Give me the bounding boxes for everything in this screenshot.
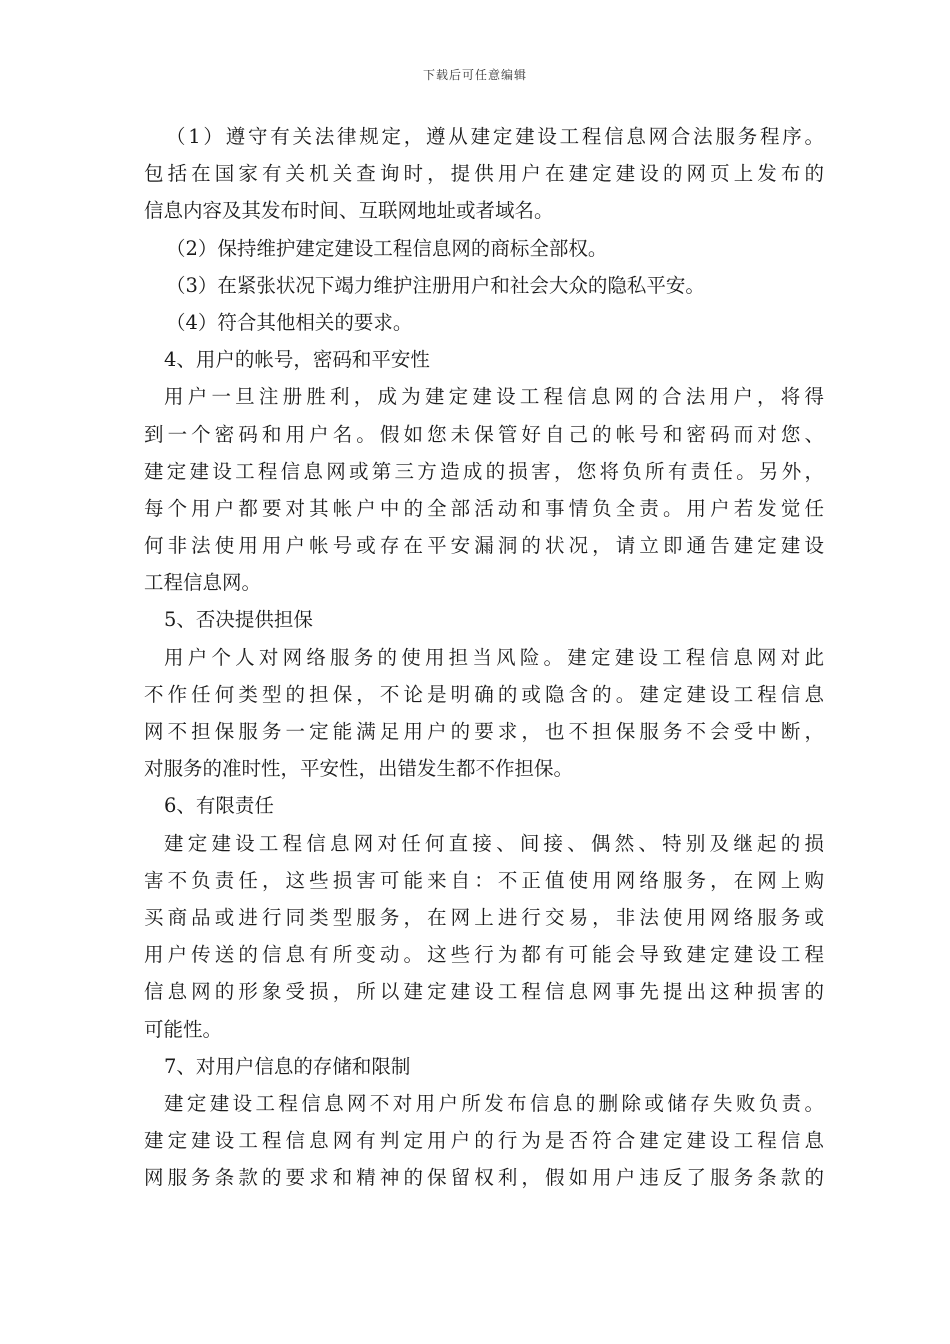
text-line: 到一个密码和用户名。假如您未保管好自己的帐号和密码而对您、 [144,422,824,446]
text-line: 建定建设工程信息网对任何直接、间接、偶然、特别及继起的损 [164,831,824,855]
text-line: 买商品或进行同类型服务，在网上进行交易，非法使用网络服务或 [144,905,824,929]
text-line: 建定建设工程信息网不对用户所发布信息的删除或储存失败负责。 [164,1091,824,1115]
text-line: （1）遵守有关法律规定，遵从建定建设工程信息网合法服务程序。 [166,125,824,148]
text-line: 用户一旦注册胜利，成为建定建设工程信息网的合法用户，将得 [164,385,824,409]
text-line: 不作任何类型的担保，不论是明确的或隐含的。建定建设工程信息 [144,682,824,706]
text-line: 5、否决提供担保 [164,608,313,632]
text-line: 对服务的准时性，平安性，出错发生都不作担保。 [144,757,574,781]
text-line: 4、用户的帐号，密码和平安性 [164,348,430,372]
text-line: 每个用户都要对其帐户中的全部活动和事情负全责。用户若发觉任 [144,496,824,520]
text-line: 7、对用户信息的存储和限制 [164,1054,411,1078]
text-line: 用户传送的信息有所变动。这些行为都有可能会导致建定建设工程 [144,943,824,967]
text-line: 信息网的形象受损，所以建定建设工程信息网事先提出这种损害的 [144,980,824,1004]
document-body [144,118,824,1196]
text-line: 工程信息网。 [144,571,262,595]
text-line: （4）符合其他相关的要求。 [166,310,413,334]
text-line: 网服务条款的要求和精神的保留权利，假如用户违反了服务条款的 [144,1166,824,1190]
text-line: 网不担保服务一定能满足用户的要求，也不担保服务不会受中断， [144,720,824,743]
text-line: 包括在国家有关机关查询时，提供用户在建定建设的网页上发布的 [144,162,824,186]
text-line: （2）保持维护建定建设工程信息网的商标全部权。 [166,236,608,260]
text-line: 建定建设工程信息网有判定用户的行为是否符合建定建设工程信息 [144,1129,824,1153]
text-line: 建定建设工程信息网或第三方造成的损害，您将负所有责任。另外， [144,459,824,483]
text-line: 害不负责任，这些损害可能来自：不正值使用网络服务，在网上购 [144,868,824,892]
text-line: 6、有限责任 [164,794,274,818]
text-line: 可能性。 [144,1017,223,1041]
text-line: （3）在紧张状况下竭力维护注册用户和社会大众的隐私平安。 [166,273,705,297]
text-line: 何非法使用用户帐号或存在平安漏洞的状况，请立即通告建定建设 [144,534,824,558]
page-header: 下载后可任意编辑 [422,68,527,82]
text-line: 用户个人对网络服务的使用担当风险。建定建设工程信息网对此 [164,645,824,669]
text-line: 信息内容及其发布时间、互联网地址或者域名。 [144,199,554,223]
